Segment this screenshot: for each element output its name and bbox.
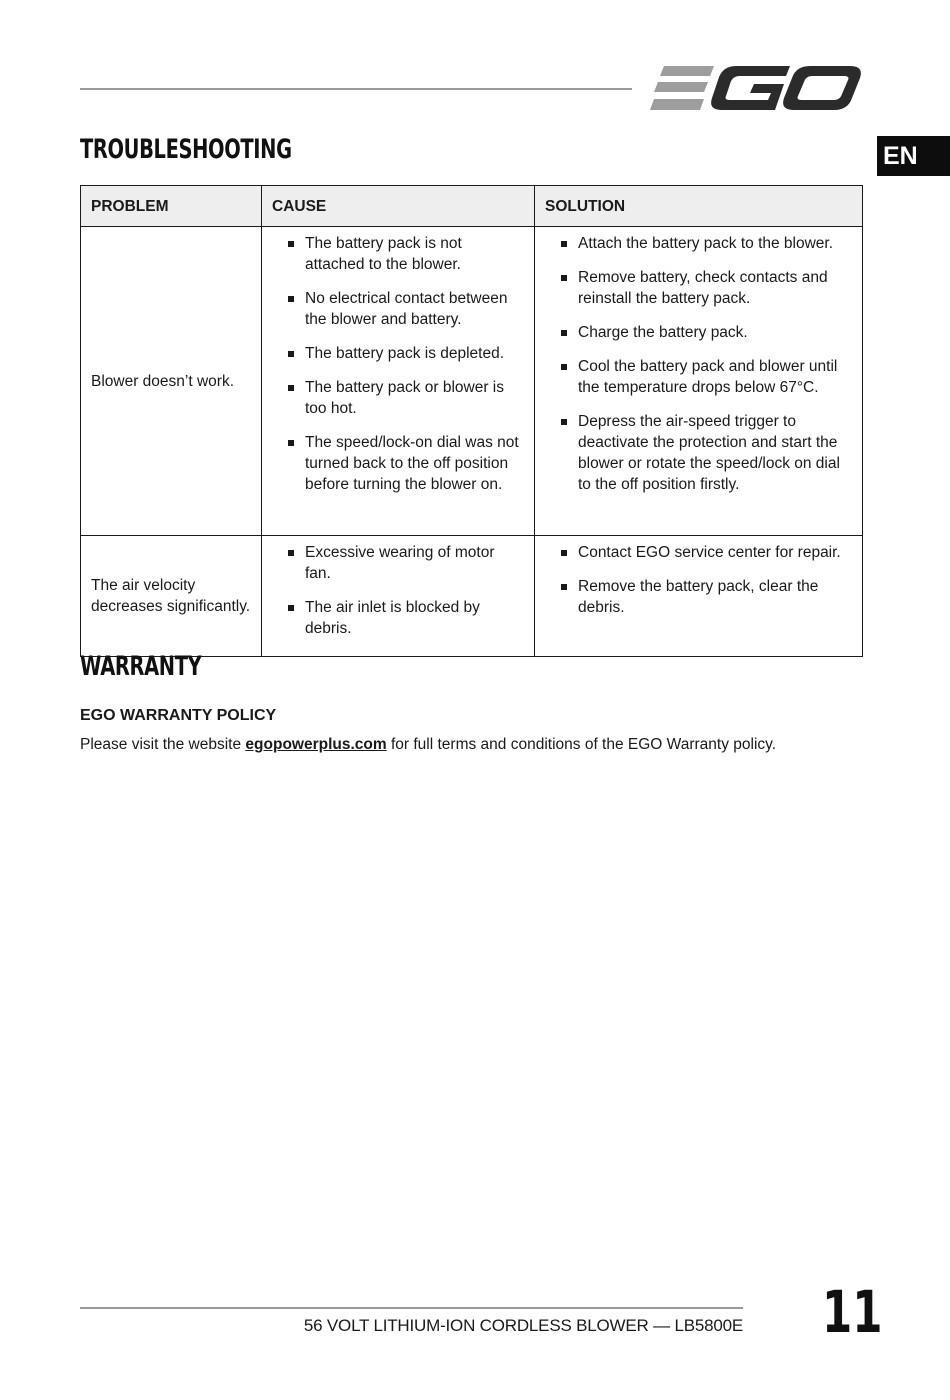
cause-cell	[262, 227, 535, 536]
solution-list	[561, 233, 852, 495]
table-header-row	[81, 186, 863, 227]
header-cause: CAUSE	[262, 186, 535, 227]
solution-item: Attach the battery pack to the blower.	[561, 233, 852, 254]
solution-cell	[535, 227, 863, 536]
policy-text-before: Please visit the website	[80, 736, 246, 753]
troubleshooting-title: TROUBLESHOOTING	[80, 134, 292, 165]
cause-item: Excessive wearing of motor fan.	[288, 542, 524, 584]
solution-list	[561, 542, 852, 618]
solution-item: Charge the battery pack.	[561, 322, 852, 343]
language-tab: EN	[877, 136, 950, 176]
header-solution: SOLUTION	[535, 186, 863, 227]
cause-item: The speed/lock-on dial was not turned back to the off position before turning the blower on.	[288, 432, 524, 495]
warranty-title: WARRANTY	[80, 651, 202, 682]
table-row	[81, 227, 863, 536]
troubleshooting-table	[80, 185, 863, 657]
cause-list	[288, 542, 524, 639]
cause-item: The battery pack or blower is too hot.	[288, 377, 524, 419]
cause-cell	[262, 536, 535, 657]
header-problem: PROBLEM	[81, 186, 262, 227]
solution-item: Remove battery, check contacts and reinstall the battery pack.	[561, 267, 852, 309]
warranty-policy-text	[80, 736, 776, 754]
solution-cell	[535, 536, 863, 657]
cause-item: The air inlet is blocked by debris.	[288, 597, 524, 639]
solution-item: Contact EGO service center for repair.	[561, 542, 852, 563]
warranty-policy-heading: EGO WARRANTY POLICY	[80, 707, 277, 724]
solution-item: Cool the battery pack and blower until the temperature drops below 67°C.	[561, 356, 852, 398]
cause-list	[288, 233, 524, 495]
cause-item: No electrical contact between the blower and battery.	[288, 288, 524, 330]
footer-rule	[80, 1307, 743, 1309]
problem-cell: Blower doesn’t work.	[81, 227, 262, 536]
problem-cell: The air velocity decreases significantly.	[81, 536, 262, 657]
cause-item: The battery pack is not attached to the blower.	[288, 233, 524, 275]
table-row	[81, 536, 863, 657]
cause-item: The battery pack is depleted.	[288, 343, 524, 364]
policy-text-after: for full terms and conditions of the EGO Warranty policy.	[386, 736, 777, 753]
header-rule	[80, 88, 632, 90]
website-link[interactable]: egopowerplus.com	[245, 736, 387, 753]
ego-logo	[650, 62, 862, 114]
solution-item: Depress the air-speed trigger to deactivate the protection and start the blower or rotate the speed/lock on dial to the off position firstly.	[561, 411, 852, 495]
page-number: 11	[822, 1278, 883, 1346]
solution-item: Remove the battery pack, clear the debris.	[561, 576, 852, 618]
footer-product-line: 56 VOLT LITHIUM-ION CORDLESS BLOWER — LB5800E	[303, 1316, 743, 1335]
